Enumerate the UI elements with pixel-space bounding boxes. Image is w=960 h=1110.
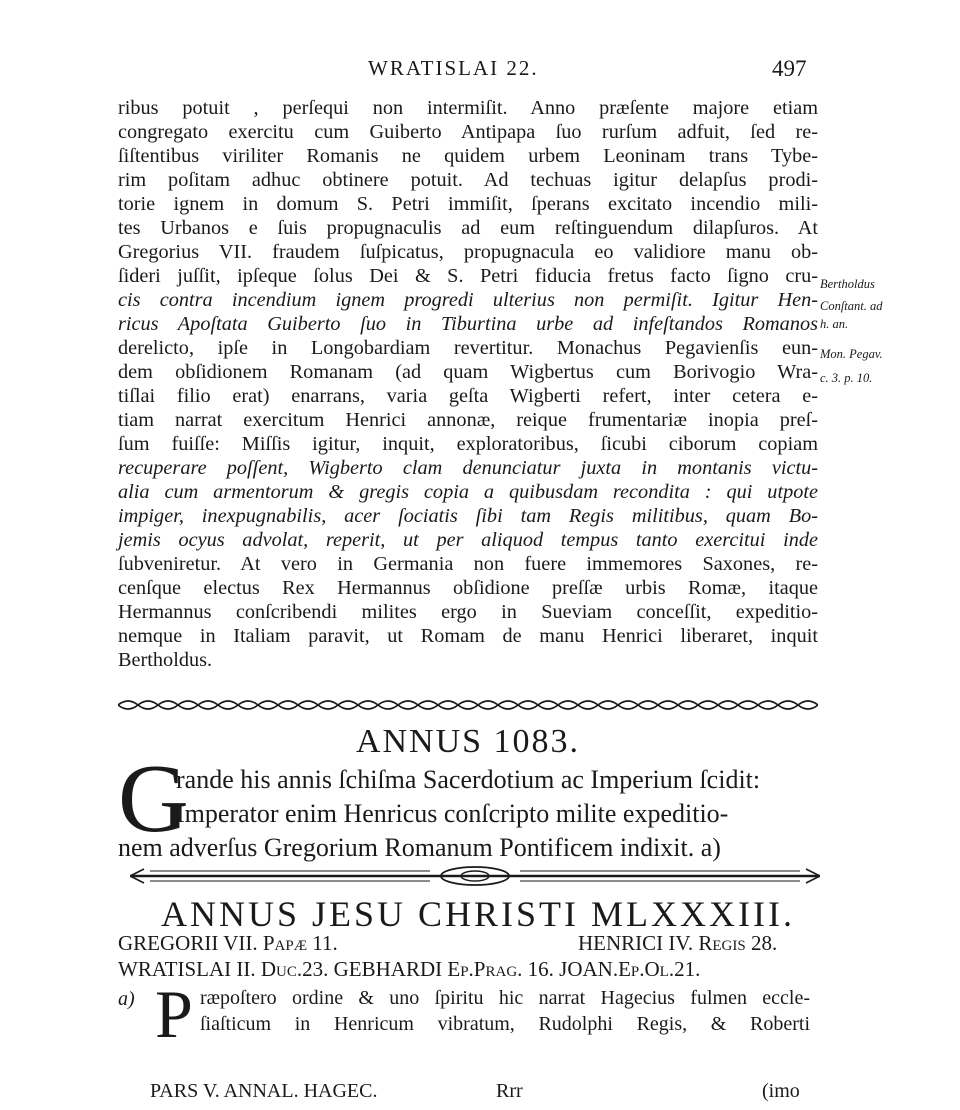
- decorative-rule: [130, 865, 820, 887]
- body-line: ribus potuit , perſequi non intermiſit. Anno præſente majore etiam: [118, 97, 818, 119]
- footnote-line: ſiaſticum in Henricum vibratum, Rudolphi Regis, & Roberti: [200, 1013, 810, 1035]
- footer-catchmark: Rrr: [496, 1080, 523, 1102]
- intro-line: rande his annis ſchiſma Sacerdotium ac Imperium ſcidit:: [176, 765, 761, 794]
- body-line: Bertholdus.: [118, 649, 213, 671]
- body-line: impiger, inexpugnabilis, acer ſociatis ſibi tam Regis militibus, quam Bo-: [118, 505, 818, 527]
- regnal-line: WRATISLAI II. Duc.23. GEBHARDI Ep.Prag. 16. JOAN.Ep.Ol.21.: [118, 957, 701, 981]
- margin-note: h. an.: [820, 317, 849, 331]
- margin-note: c. 3. p. 10.: [820, 371, 873, 385]
- annus-heading: ANNUS 1083.: [355, 723, 581, 760]
- main-heading: ANNUS JESU CHRISTI MLXXXIII.: [160, 894, 795, 934]
- body-line: jemis ocyus advolat, reperit, ut per aliquod tempus tanto exercitui inde: [118, 529, 818, 551]
- body-line: congregato exercitu cum Guiberto Antipapa ſuo rurſum adfuit, ſed re-: [118, 121, 818, 143]
- body-line: cenſque electus Rex Hermannus obſidione preſſæ urbis Romæ, itaque: [118, 577, 818, 599]
- body-line: dem obſidionem Romanam (ad quam Wigbertus cum Borivogio Wra-: [118, 361, 818, 383]
- running-head-title: WRATISLAI 22.: [368, 56, 539, 80]
- body-line: ſiſtentibus viriliter Romanis ne quidem urbem Leoninam trans Tybe-: [118, 145, 818, 167]
- body-line: derelicto, ipſe in Longobardiam revertitur. Monachus Pegavienſis eun-: [118, 337, 818, 359]
- margin-note: Conſtant. ad: [820, 299, 883, 313]
- body-line: ricus Apoſtata Guiberto ſuo in Tiburtina urbe ad infeſtandos Romanos: [118, 313, 818, 335]
- body-line: tes Urbanos e ſuis propugnaculis ad eum reſtinguendum dilapſuros. At: [118, 217, 818, 239]
- body-line: nemque in Italiam paravit, ut Romam de manu Henrici liberaret, inquit: [118, 625, 818, 647]
- body-line: rim poſitam adhuc obtinere potuit. Ad techuas igitur delapſus prodi-: [118, 169, 818, 191]
- body-line: tiſlai filio erat) enarrans, varia geſta Wigberti refert, inter cetera e-: [118, 385, 818, 407]
- body-line: ſubveniretur. At vero in Germania non fuere immemores Saxones, re-: [118, 553, 818, 575]
- intro-line: Imperator enim Henricus conſcripto milite expeditio-: [176, 799, 729, 828]
- body-line: tiam narrat exercitum Henrici annonæ, reique frumentariæ inopia preſ-: [118, 409, 818, 431]
- body-line: torie ignem in domum S. Petri immiſit, ſperans excitato incendio mili-: [118, 193, 818, 215]
- body-line: Gregorius VII. fraudem ſuſpicatus, propugnacula eo validiore manu ob-: [118, 241, 818, 263]
- drop-cap: G: [118, 745, 189, 853]
- body-line: ſideri juſſit, ipſeque ſolus Dei & S. Petri fiducia fretus facto ſigno cru-: [118, 265, 818, 287]
- footnote-drop-cap: P: [155, 976, 193, 1052]
- regnal-left: GREGORII VII. Papæ 11.: [118, 931, 338, 955]
- margin-note: Bertholdus: [820, 277, 875, 291]
- intro-line: nem adverſus Gregorium Romanum Pontificem indixit. a): [118, 833, 721, 862]
- footnote-label: a): [118, 988, 135, 1010]
- footer-signature: PARS V. ANNAL. HAGEC.: [150, 1080, 378, 1102]
- footnote-line: ræpoſtero ordine & uno ſpiritu hic narrat Hagecius fulmen eccle-: [200, 987, 810, 1009]
- margin-note: Mon. Pegav.: [820, 347, 883, 361]
- body-line: recuperare poſſent, Wigberto clam denunciatur juxta in montanis victu-: [118, 457, 818, 479]
- ornament-band: [118, 697, 818, 713]
- body-line: alia cum armentorum & gregis copia a quibusdam recondita : qui utpote: [118, 481, 818, 503]
- body-line: Hermannus conſcribendi milites ergo in Sueviam conceſſit, expeditio-: [118, 601, 818, 623]
- body-line: cis contra incendium ignem progredi ulterius non permiſit. Igitur Hen-: [118, 289, 818, 311]
- regnal-right: HENRICI IV. Regis 28.: [578, 931, 778, 955]
- footer-catchword: (imo: [762, 1080, 800, 1102]
- body-line: ſum fuiſſe: Miſſis igitur, inquit, exploratoribus, ſicubi ciborum copiam: [118, 433, 818, 455]
- page-number: 497: [772, 56, 807, 81]
